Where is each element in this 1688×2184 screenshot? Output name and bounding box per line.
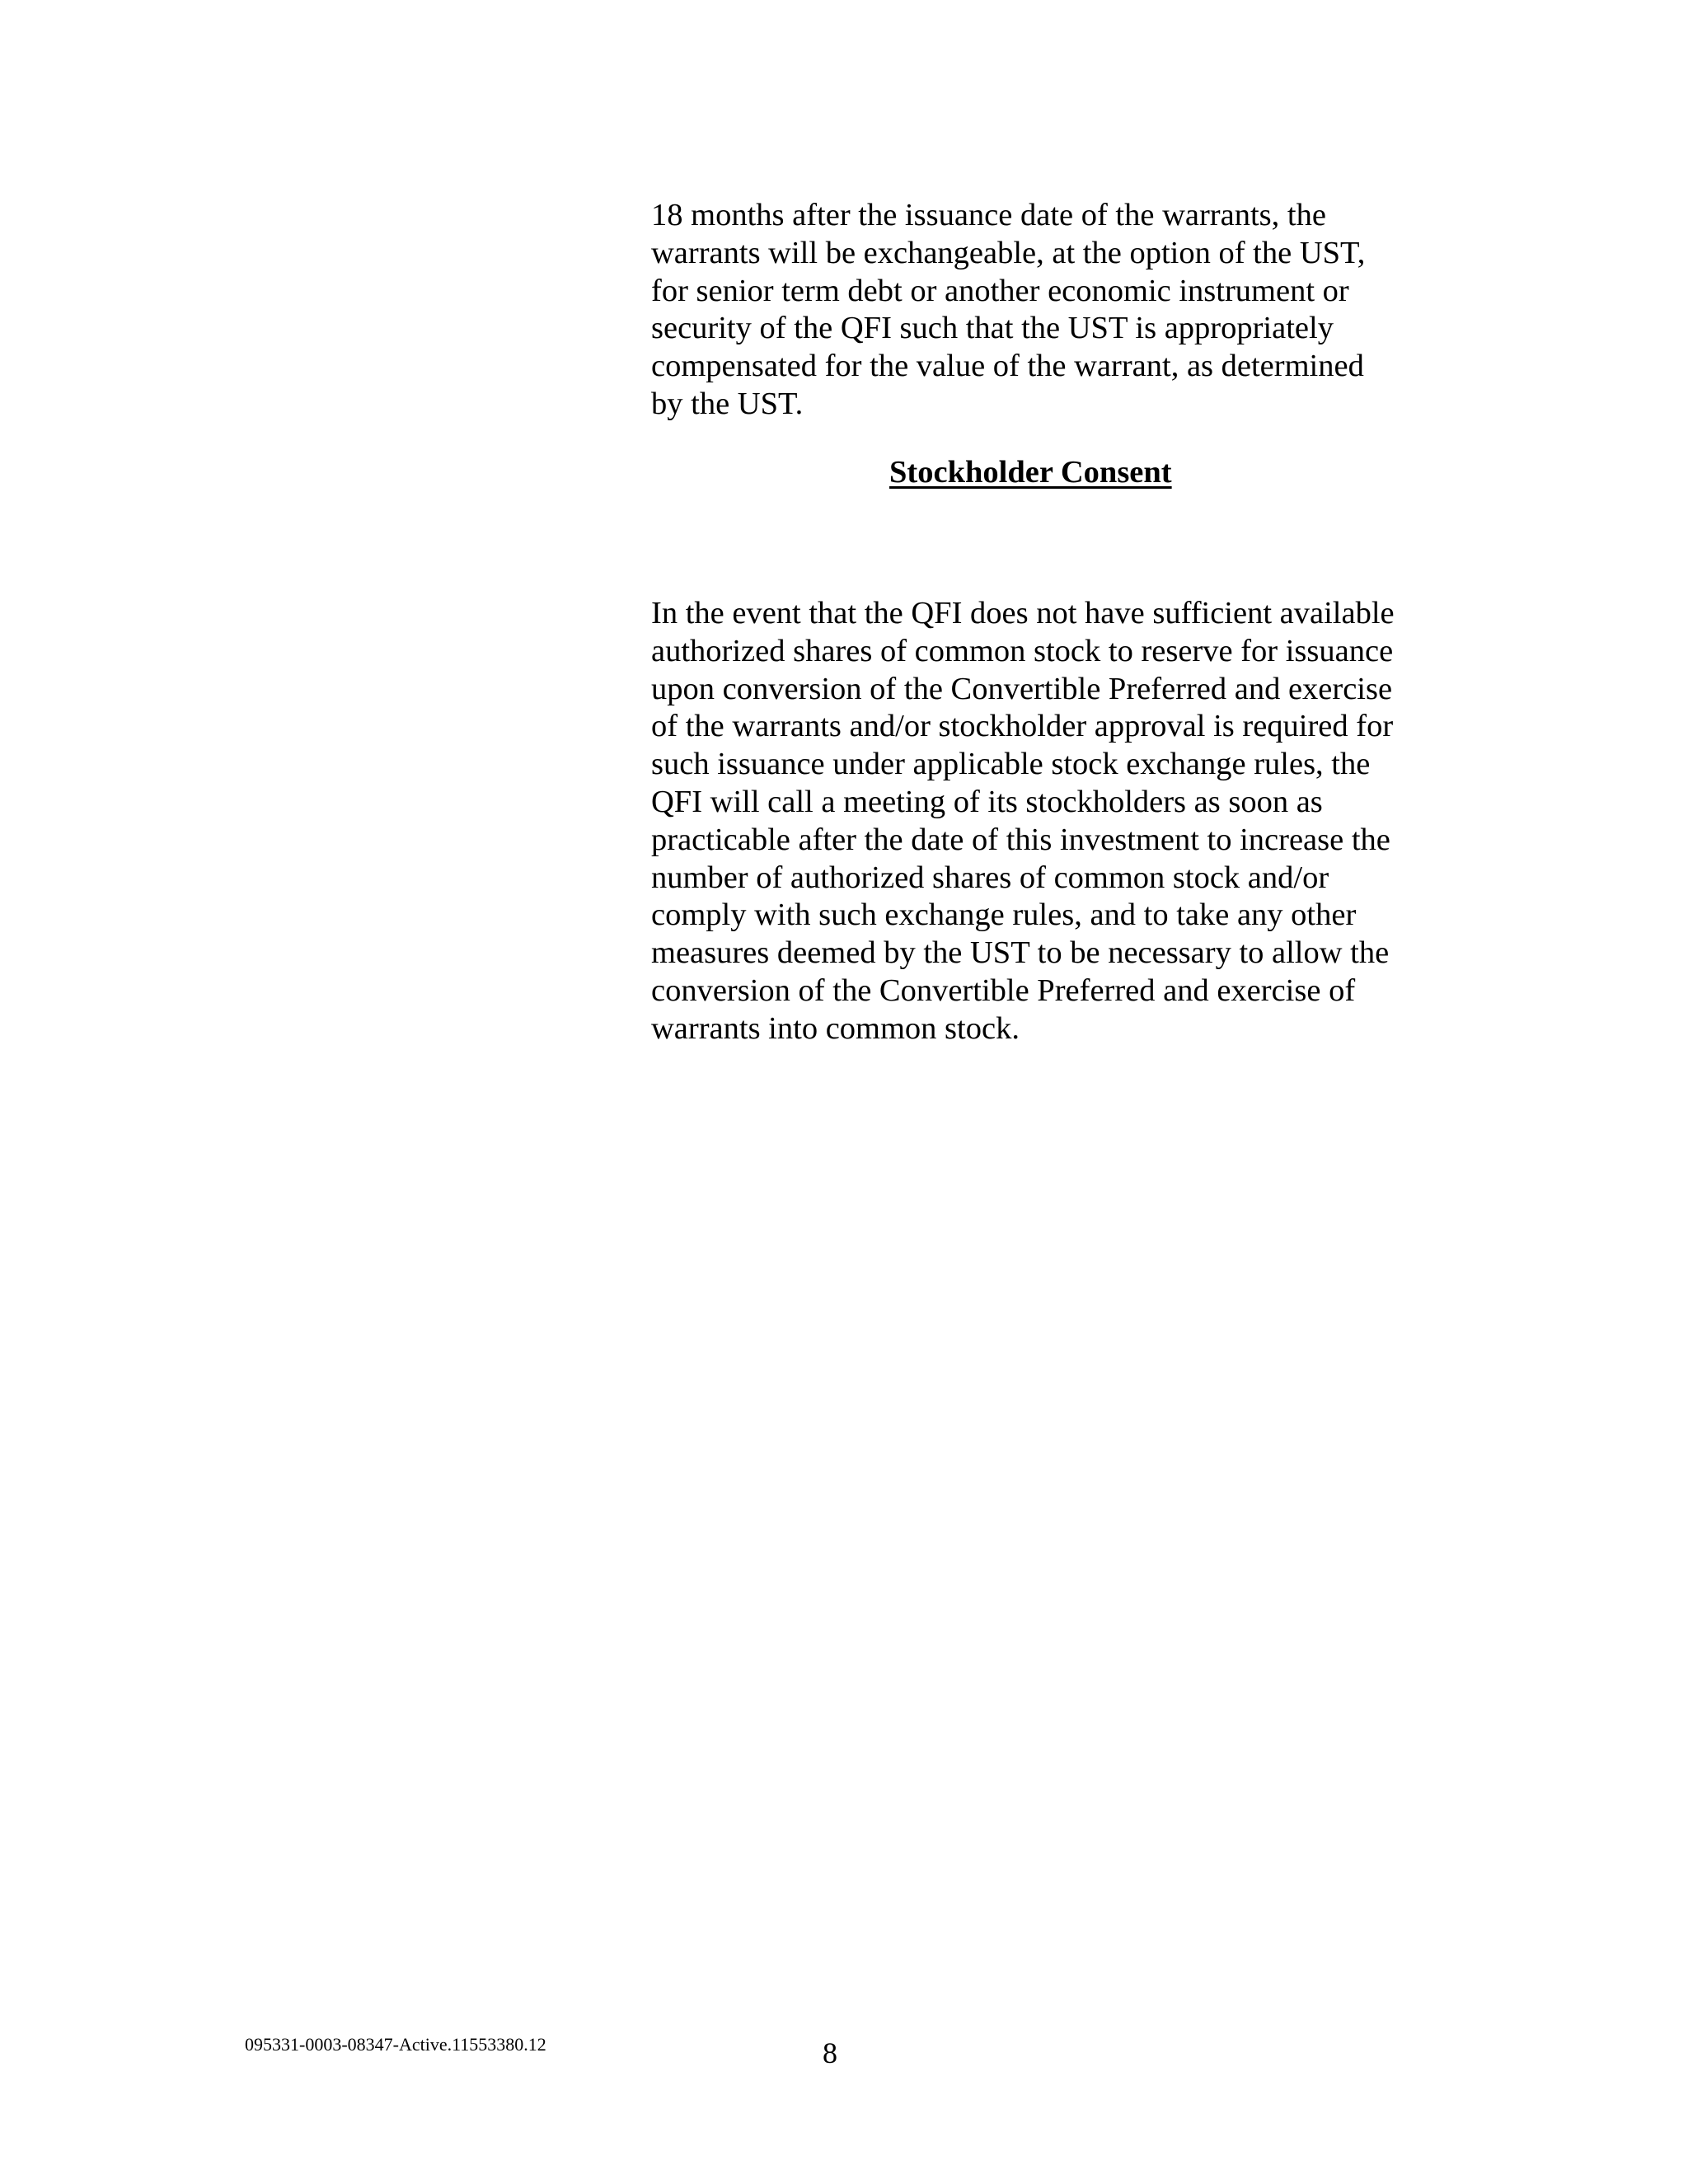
footer-document-id: 095331-0003-08347-Active.11553380.12 bbox=[245, 2034, 546, 2055]
text-line: In the event that the QFI does not have sufficient available bbox=[651, 596, 1395, 630]
text-line: for senior term debt or another economic instrument or bbox=[651, 273, 1349, 308]
text-line: conversion of the Convertible Preferred and exercise of bbox=[651, 972, 1356, 1008]
text-line: such issuance under applicable stock exchange rules, the bbox=[651, 747, 1371, 782]
text-line: authorized shares of common stock to reserve for issuance bbox=[651, 633, 1394, 668]
text-line: warrants will be exchangeable, at the option of the UST, bbox=[651, 235, 1366, 270]
footer-page-number: 8 bbox=[823, 2036, 837, 2069]
text-line: upon conversion of the Convertible Preferred and exercise bbox=[651, 671, 1393, 706]
text-line: practicable after the date of this investment to increase the bbox=[651, 822, 1390, 857]
text-line: security of the QFI such that the UST is appropriately bbox=[651, 311, 1334, 346]
section-heading: Stockholder Consent bbox=[889, 455, 1172, 490]
text-line: by the UST. bbox=[651, 386, 804, 421]
text-line: QFI will call a meeting of its stockholders as soon as bbox=[651, 784, 1323, 819]
text-line: of the warrants and/or stockholder approval is required for bbox=[651, 709, 1394, 744]
text-line: number of authorized shares of common stock and/or bbox=[651, 860, 1329, 895]
text-line: measures deemed by the UST to be necessary to allow the bbox=[651, 935, 1390, 971]
paragraph-stockholder-consent bbox=[651, 595, 1442, 1048]
paragraph-warrant-exchange bbox=[651, 197, 1442, 424]
text-line: compensated for the value of the warrant, as determined bbox=[651, 349, 1364, 384]
text-line: comply with such exchange rules, and to take any other bbox=[651, 898, 1357, 933]
text-line: warrants into common stock. bbox=[651, 1010, 1020, 1046]
text-line: 18 months after the issuance date of the warrants, the bbox=[651, 198, 1326, 232]
